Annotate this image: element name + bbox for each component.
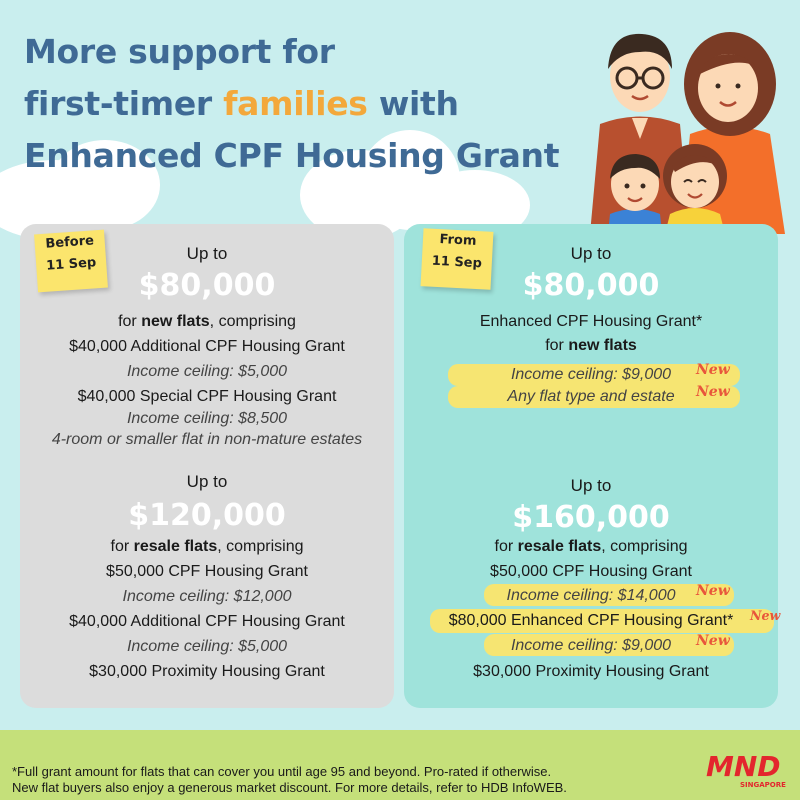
income-ceiling: Income ceiling: $9,000 (510, 366, 672, 383)
title-line-2a: first-timer (24, 84, 224, 123)
eligibility-note: Any flat type and estate (507, 388, 675, 405)
family-illustration (580, 14, 800, 234)
new-tag: New (750, 609, 781, 624)
grant-line: Enhanced CPF Housing Grant* (479, 313, 703, 330)
note-line: 11 Sep (431, 253, 483, 272)
title-line-2c: with (367, 84, 459, 123)
mnd-logo (704, 748, 786, 790)
eligibility-note: 4-room or smaller flat in non-mature estates (51, 431, 363, 448)
income-ceiling: Income ceiling: $5,000 (126, 638, 288, 655)
flat-type: new flats (568, 337, 637, 354)
income-ceiling: Income ceiling: $12,000 (122, 588, 292, 605)
grant-line: $50,000 CPF Housing Grant (490, 563, 692, 580)
page-title (24, 26, 559, 182)
income-ceiling: Income ceiling: $8,500 (126, 410, 288, 427)
title-highlight: families (223, 84, 368, 123)
title-line-1: More support for (24, 32, 335, 71)
grant-amount: $120,000 (128, 498, 286, 533)
flat-type: resale flats (133, 538, 218, 555)
title-line-3: Enhanced CPF Housing Grant (24, 136, 560, 175)
before-panel (20, 224, 394, 708)
before-sticky-note (34, 230, 108, 293)
grant-line: $40,000 Special CPF Housing Grant (77, 388, 337, 405)
upto-label: Up to (570, 476, 612, 495)
flat-type-line: for resale flats, comprising (494, 538, 688, 555)
flat-type: resale flats (517, 538, 602, 555)
grant-line: $30,000 Proximity Housing Grant (89, 663, 325, 680)
after-sticky-note (421, 228, 494, 290)
grant-line: $50,000 CPF Housing Grant (106, 563, 308, 580)
income-ceiling: Income ceiling: $14,000 (506, 587, 676, 604)
new-tag: New (696, 362, 730, 378)
upto-label: Up to (186, 472, 228, 491)
grant-amount: $160,000 (512, 500, 670, 535)
logo-text: MND (706, 750, 781, 783)
upto-label: Up to (186, 244, 228, 263)
income-ceiling: Income ceiling: $9,000 (510, 637, 672, 654)
logo-subtext: SINGAPORE (740, 781, 786, 789)
footnote-line-2: New flat buyers also enjoy a generous market discount. For more details, refer to HDB InfoWEB. (12, 780, 567, 795)
grant-amount: $80,000 (522, 268, 660, 303)
grant-line: $40,000 Additional CPF Housing Grant (69, 613, 345, 630)
footnote-line-1: *Full grant amount for flats that can cover you until age 95 and beyond. Pro-rated if otherwise. (12, 764, 552, 779)
income-ceiling: Income ceiling: $5,000 (126, 363, 288, 380)
after-panel (404, 224, 781, 708)
new-tag: New (696, 583, 730, 599)
flat-type-line: for new flats (545, 337, 637, 354)
note-line: 11 Sep (45, 255, 97, 274)
note-line: Before (44, 233, 95, 252)
new-tag: New (696, 633, 730, 649)
flat-type-line: for resale flats, comprising (110, 538, 304, 555)
note-line: From (439, 232, 477, 249)
grant-line: $30,000 Proximity Housing Grant (473, 663, 709, 680)
grant-line: $80,000 Enhanced CPF Housing Grant* (448, 612, 734, 629)
flat-type-line: for new flats, comprising (118, 313, 296, 330)
grant-line: $40,000 Additional CPF Housing Grant (69, 338, 345, 355)
grant-amount: $80,000 (138, 268, 276, 303)
upto-label: Up to (570, 244, 612, 263)
new-tag: New (696, 384, 730, 400)
flat-type: new flats (141, 313, 210, 330)
